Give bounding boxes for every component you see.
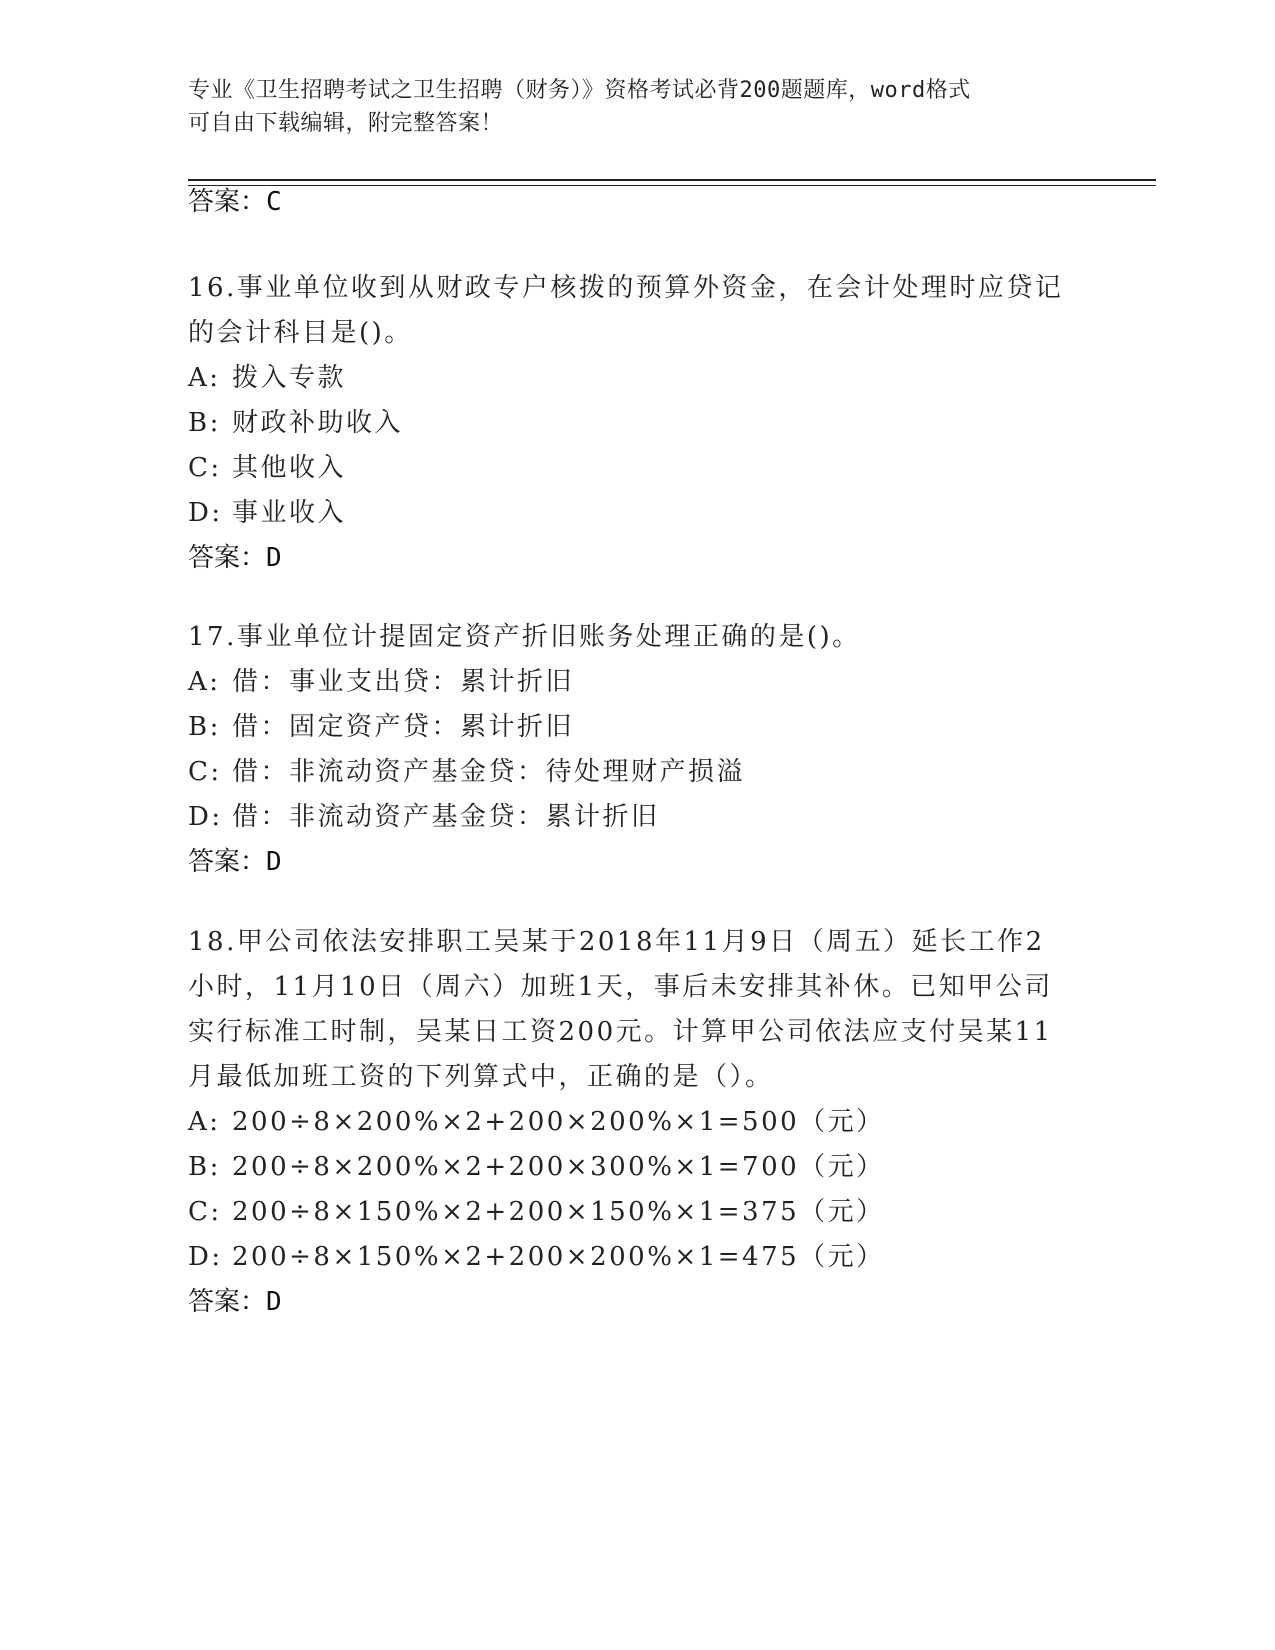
option-label: D:: [188, 498, 223, 528]
stem-line: 16.事业单位收到从财政专户核拨的预算外资金，在会计处理时应贷记: [188, 273, 1064, 303]
option-b: [188, 705, 1108, 750]
header-line-1: 专业《卫生招聘考试之卫生招聘（财务）》资格考试必背200题题库，word格式: [188, 78, 971, 103]
option-text: 借：非流动资产基金贷：累计折旧: [232, 802, 660, 832]
option-label: C:: [188, 1197, 222, 1227]
option-label: D:: [188, 1242, 223, 1272]
option-text: 拨入专款: [232, 363, 347, 393]
question-17-stem: [188, 615, 1108, 660]
option-text: 借：事业支出贷：累计折旧: [232, 667, 575, 697]
option-label: C:: [188, 453, 222, 483]
option-d: [188, 491, 1108, 536]
question-18-stem: [188, 920, 1108, 1100]
option-text: 借：非流动资产基金贷：待处理财产损溢: [232, 757, 746, 787]
stem-line: 的会计科目是()。: [188, 318, 413, 348]
question-17: [188, 615, 1108, 884]
option-label: A:: [188, 667, 221, 697]
option-a: [188, 356, 1108, 401]
stem-line: 17.事业单位计提固定资产折旧账务处理正确的是()。: [188, 622, 861, 652]
question-18: [188, 920, 1108, 1324]
question-16: [188, 266, 1108, 580]
answer-16: 答案：D: [188, 543, 282, 573]
option-c: [188, 750, 1108, 795]
option-b: [188, 401, 1108, 446]
question-16-stem: [188, 266, 1108, 356]
option-c: [188, 1190, 1108, 1235]
option-b: [188, 1145, 1108, 1190]
answer-18: 答案：D: [188, 1287, 282, 1317]
option-label: A:: [188, 1107, 221, 1137]
option-c: [188, 446, 1108, 491]
option-text: 200÷8×150%×2+200×200%×1=475（元）: [232, 1242, 885, 1272]
option-text: 200÷8×200%×2+200×200%×1=500（元）: [232, 1107, 885, 1137]
option-text: 200÷8×150%×2+200×150%×1=375（元）: [232, 1197, 885, 1227]
option-d: [188, 1235, 1108, 1280]
document-header: [188, 74, 1088, 140]
option-a: [188, 1100, 1108, 1145]
option-label: B:: [188, 1152, 221, 1182]
option-text: 财政补助收入: [232, 408, 404, 438]
option-label: A:: [188, 363, 221, 393]
option-label: C:: [188, 757, 222, 787]
option-text: 200÷8×200%×2+200×300%×1=700（元）: [232, 1152, 885, 1182]
option-a: [188, 660, 1108, 705]
option-d: [188, 795, 1108, 840]
stem-line: 小时，11月10日（周六）加班1天，事后未安排其补休。已知甲公司: [188, 972, 1053, 1002]
answer-17: 答案：D: [188, 847, 282, 877]
option-label: B:: [188, 712, 221, 742]
stem-line: 实行标准工时制，吴某日工资200元。计算甲公司依法应支付吴某11: [188, 1017, 1053, 1047]
header-line-2: 可自由下载编辑，附完整答案！: [188, 111, 504, 136]
option-text: 其他收入: [232, 453, 347, 483]
option-label: D:: [188, 802, 223, 832]
option-text: 事业收入: [232, 498, 347, 528]
answer-previous: 答案：C: [188, 187, 282, 217]
stem-line: 月最低加班工资的下列算式中，正确的是（）。: [188, 1062, 774, 1092]
option-label: B:: [188, 408, 221, 438]
option-text: 借：固定资产贷：累计折旧: [232, 712, 575, 742]
stem-line: 18.甲公司依法安排职工吴某于2018年11月9日（周五）延长工作2: [188, 927, 1045, 957]
